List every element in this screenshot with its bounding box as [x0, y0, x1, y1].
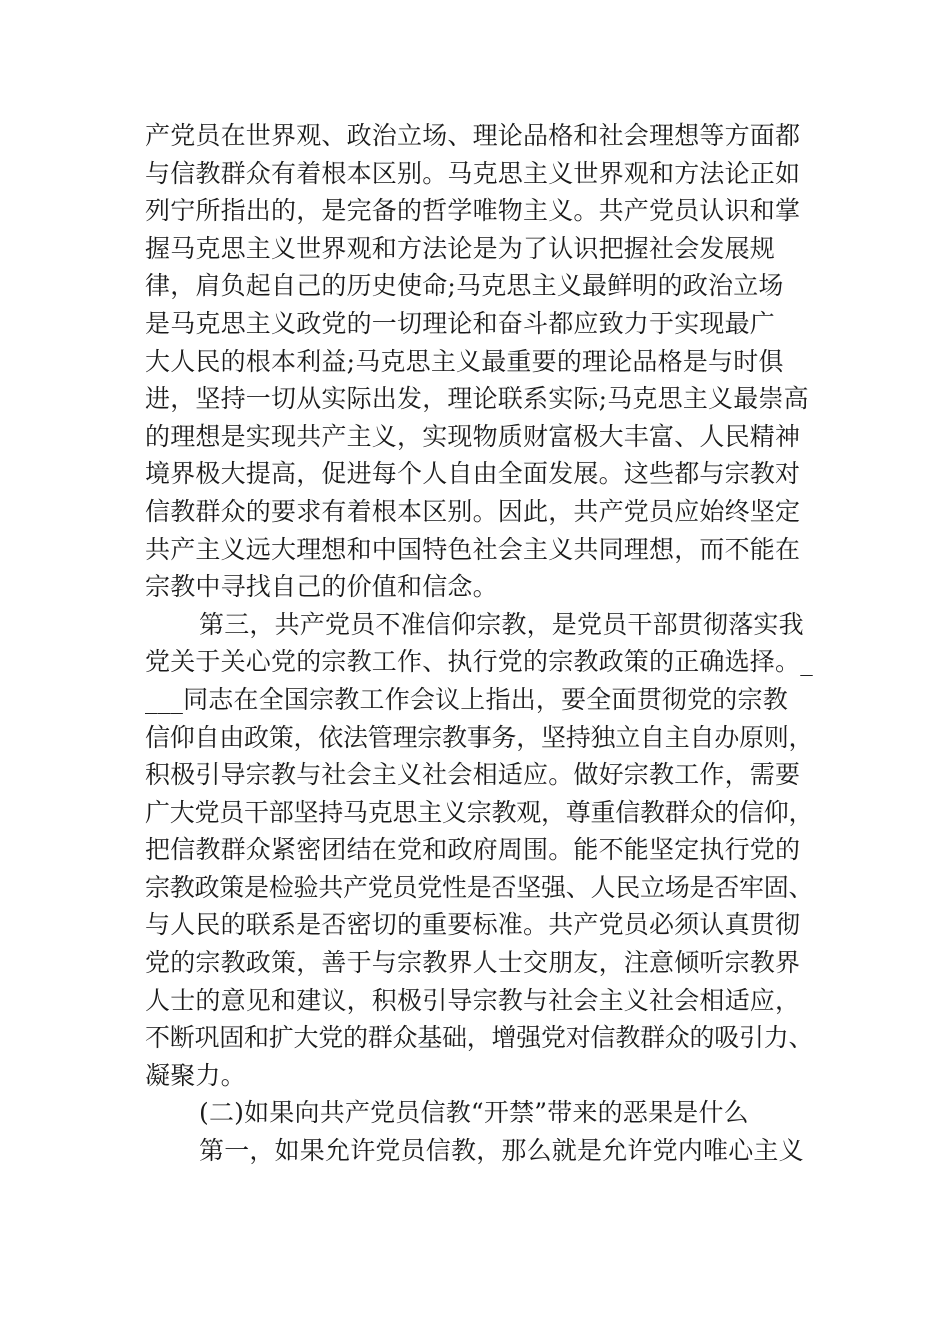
text-line: 大人民的根本利益;马克思主义最重要的理论品格是与时俱	[145, 346, 784, 376]
text-line: ___同志在全国宗教工作会议上指出，要全面贯彻党的宗教	[145, 684, 788, 714]
text-line: 凝聚力。	[145, 1060, 246, 1090]
text-line: 人士的意见和建议，积极引导宗教与社会主义社会相适应，	[145, 985, 801, 1015]
text-line: 广大党员干部坚持马克思主义宗教观，尊重信教群众的信仰，	[145, 797, 814, 827]
text-line: 律，肩负起自己的历史使命;马克思主义最鲜明的政治立场	[145, 271, 784, 301]
text-line: 共产主义远大理想和中国特色社会主义共同理想，而不能在	[145, 534, 801, 564]
paragraph-start-line: 第一，如果允许党员信教，那么就是允许党内唯心主义	[199, 1136, 804, 1166]
text-line: 产党员在世界观、政治立场、理论品格和社会理想等方面都	[145, 121, 801, 150]
text-line: 与信教群众有着根本区别。马克思主义世界观和方法论正如	[145, 158, 801, 188]
text-line: 进，坚持一切从实际出发，理论联系实际;马克思主义最崇高	[145, 384, 809, 414]
text-line: 与人民的联系是否密切的重要标准。共产党员必须认真贯彻	[145, 910, 801, 940]
text-line: 积极引导宗教与社会主义社会相适应。做好宗教工作，需要	[145, 760, 801, 790]
text-line: 宗教政策是检验共产党员党性是否坚强、人民立场是否牢固、	[145, 872, 814, 902]
paragraph-start-line: 第三，共产党员不准信仰宗教，是党员干部贯彻落实我	[199, 609, 804, 639]
body-text	[145, 117, 815, 1170]
text-line: 党关于关心党的宗教工作、执行党的宗教政策的正确选择。_	[145, 647, 813, 677]
text-line: 境界极大提高，促进每个人自由全面发展。这些都与宗教对	[145, 459, 801, 489]
text-line: 党的宗教政策，善于与宗教界人士交朋友，注意倾听宗教界	[145, 948, 801, 978]
text-line: 把信教群众紧密团结在党和政府周围。能不能坚定执行党的	[145, 835, 801, 865]
text-line: 不断巩固和扩大党的群众基础，增强党对信教群众的吸引力、	[145, 1023, 814, 1053]
text-line: 列宁所指出的，是完备的哲学唯物主义。共产党员认识和掌	[145, 196, 801, 226]
section-heading: (二)如果向共产党员信教“开禁”带来的恶果是什么	[199, 1098, 749, 1128]
text-line: 握马克思主义世界观和方法论是为了认识把握社会发展规	[145, 233, 776, 263]
text-line: 信仰自由政策，依法管理宗教事务，坚持独立自主自办原则，	[145, 722, 814, 752]
text-line: 宗教中寻找自己的价值和信念。	[145, 572, 498, 602]
text-line: 是马克思主义政党的一切理论和奋斗都应致力于实现最广	[145, 308, 776, 338]
text-line: 的理想是实现共产主义，实现物质财富极大丰富、人民精神	[145, 421, 801, 451]
text-line: 信教群众的要求有着根本区别。因此，共产党员应始终坚定	[145, 496, 801, 526]
